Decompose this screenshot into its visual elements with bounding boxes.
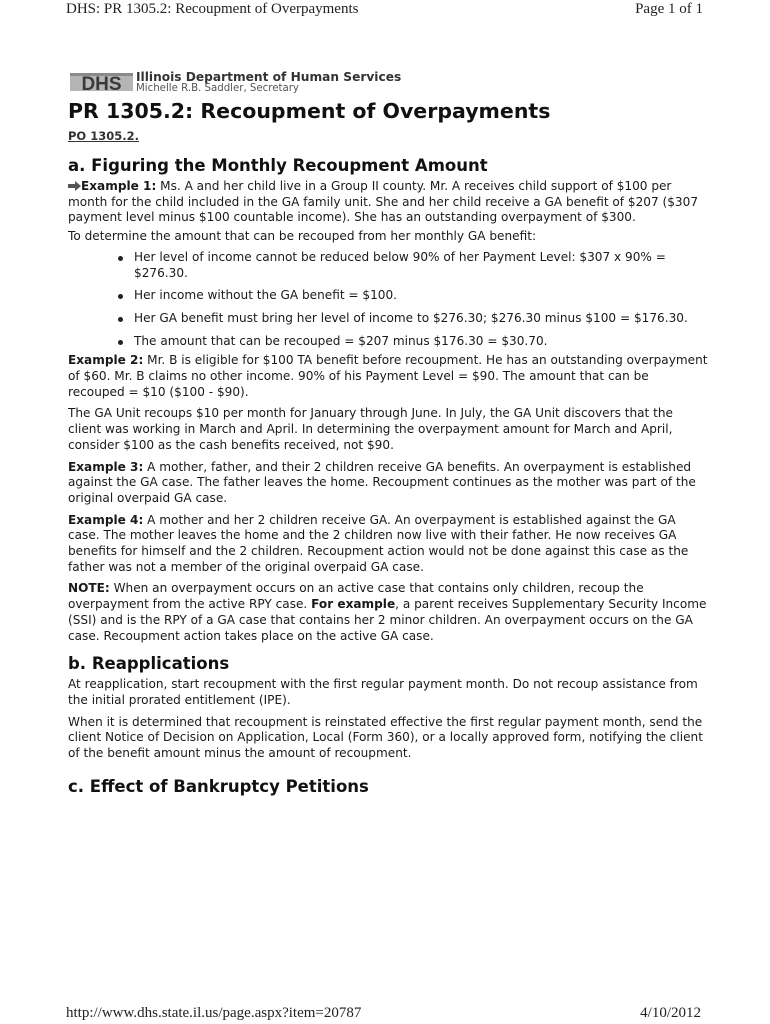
document-body	[68, 68, 708, 797]
calculation-list	[68, 250, 708, 350]
example-2-text: Mr. B is eligible for $100 TA benefit before recoupment. He has an outstanding overpayment of $60. Mr. B claims no other income. 90% of his Payment Level = $90. The amount that can be recouped = $10 ($100 - $90).	[68, 353, 708, 399]
list-item: Her level of income cannot be reduced below 90% of her Payment Level: $307 x 90% = $276.30.	[68, 250, 708, 281]
note-for-example: For example	[311, 597, 396, 612]
list-item: The amount that can be recouped = $207 minus $176.30 = $30.70.	[68, 334, 708, 350]
example-3-label: Example 3:	[68, 459, 144, 474]
example-1	[68, 179, 708, 226]
svg-text:DHS: DHS	[81, 74, 122, 94]
recoup-intro: To determine the amount that can be recouped from her monthly GA benefit:	[68, 229, 537, 244]
print-header-page: Page 1 of 1	[635, 1, 703, 17]
policy-link[interactable]: PO 1305.2.	[68, 129, 139, 143]
example-3	[68, 460, 708, 507]
page-title: PR 1305.2: Recoupment of Overpayments	[68, 99, 551, 123]
print-footer-date: 4/10/2012	[640, 1005, 701, 1021]
example-4-label: Example 4:	[68, 512, 144, 527]
list-item: Her GA benefit must bring her level of income to $276.30; $276.30 minus $100 = $176.30.	[68, 311, 708, 327]
print-header	[0, 0, 770, 24]
list-item: Her income without the GA benefit = $100.	[68, 288, 708, 304]
example-4	[68, 513, 708, 576]
agency-name: Illinois Department of Human Services	[136, 70, 402, 84]
example-2-label: Example 2:	[68, 353, 144, 368]
dhs-logo-icon	[70, 70, 133, 94]
example-2	[68, 353, 708, 400]
example-3-text: A mother, father, and their 2 children receive GA benefits. An overpayment is established against the GA case. The father leaves the home. Recoupment continues as the mother was part of the original overpaid GA case.	[68, 459, 696, 505]
note-paragraph: NOTE: When an overpayment occurs on an active case that contains only children, recoup the overpayment from the active RPY case. For example, a parent receives Supplementary Security Income (SSI) and is the RPY of a GA case that contains her 2 minor children. An overpayment occurs on the GA case. Recoupment action takes place on the active GA case.	[68, 581, 707, 643]
example-4-text: A mother and her 2 children receive GA. An overpayment is established against the GA case. The mother leaves the home and the 2 children now live with their father. He now receives GA benefits for himself and the 2 children. Recoupment action would not be done against this case as the father was not a member of the original overpaid GA case.	[68, 512, 689, 574]
arrow-right-icon	[68, 181, 81, 191]
print-header-title: DHS: PR 1305.2: Recoupment of Overpayments	[66, 1, 359, 17]
section-c-heading: c. Effect of Bankruptcy Petitions	[68, 776, 369, 796]
agency-banner	[68, 68, 708, 98]
note-label: NOTE:	[68, 581, 110, 596]
reapplication-paragraph-1: At reapplication, start recoupment with the first regular payment month. Do not recoup assistance from the initial prorated entitlement (IPE).	[68, 677, 698, 707]
print-footer-url: http://www.dhs.state.il.us/page.aspx?item=20787	[66, 1005, 362, 1021]
section-a-heading: a. Figuring the Monthly Recoupment Amount	[68, 156, 488, 175]
ga-unit-paragraph: The GA Unit recoups $10 per month for January through June. In July, the GA Unit discovers that the client was working in March and April. In determining the overpayment amount for March and April, consider $100 as the cash benefits received, not $90.	[68, 406, 673, 452]
reapplication-paragraph-2: When it is determined that recoupment is reinstated effective the first regular payment month, send the client Notice of Decision on Application, Local (Form 360), or a locally approved form, notifying the client of the benefit amount minus the amount of recoupment.	[68, 714, 703, 761]
section-b-heading: b. Reapplications	[68, 654, 230, 674]
agency-secretary: Michelle R.B. Saddler, Secretary	[136, 83, 299, 94]
example-1-text: Ms. A and her child live in a Group II county. Mr. A receives child support of $100 per month for the child included in the GA family unit. She and her child receive a GA benefit of $207 ($307 payment level minus $100 countable income). She has an outstanding overpayment of $300.	[68, 179, 699, 225]
example-1-label: Example 1:	[81, 179, 157, 193]
